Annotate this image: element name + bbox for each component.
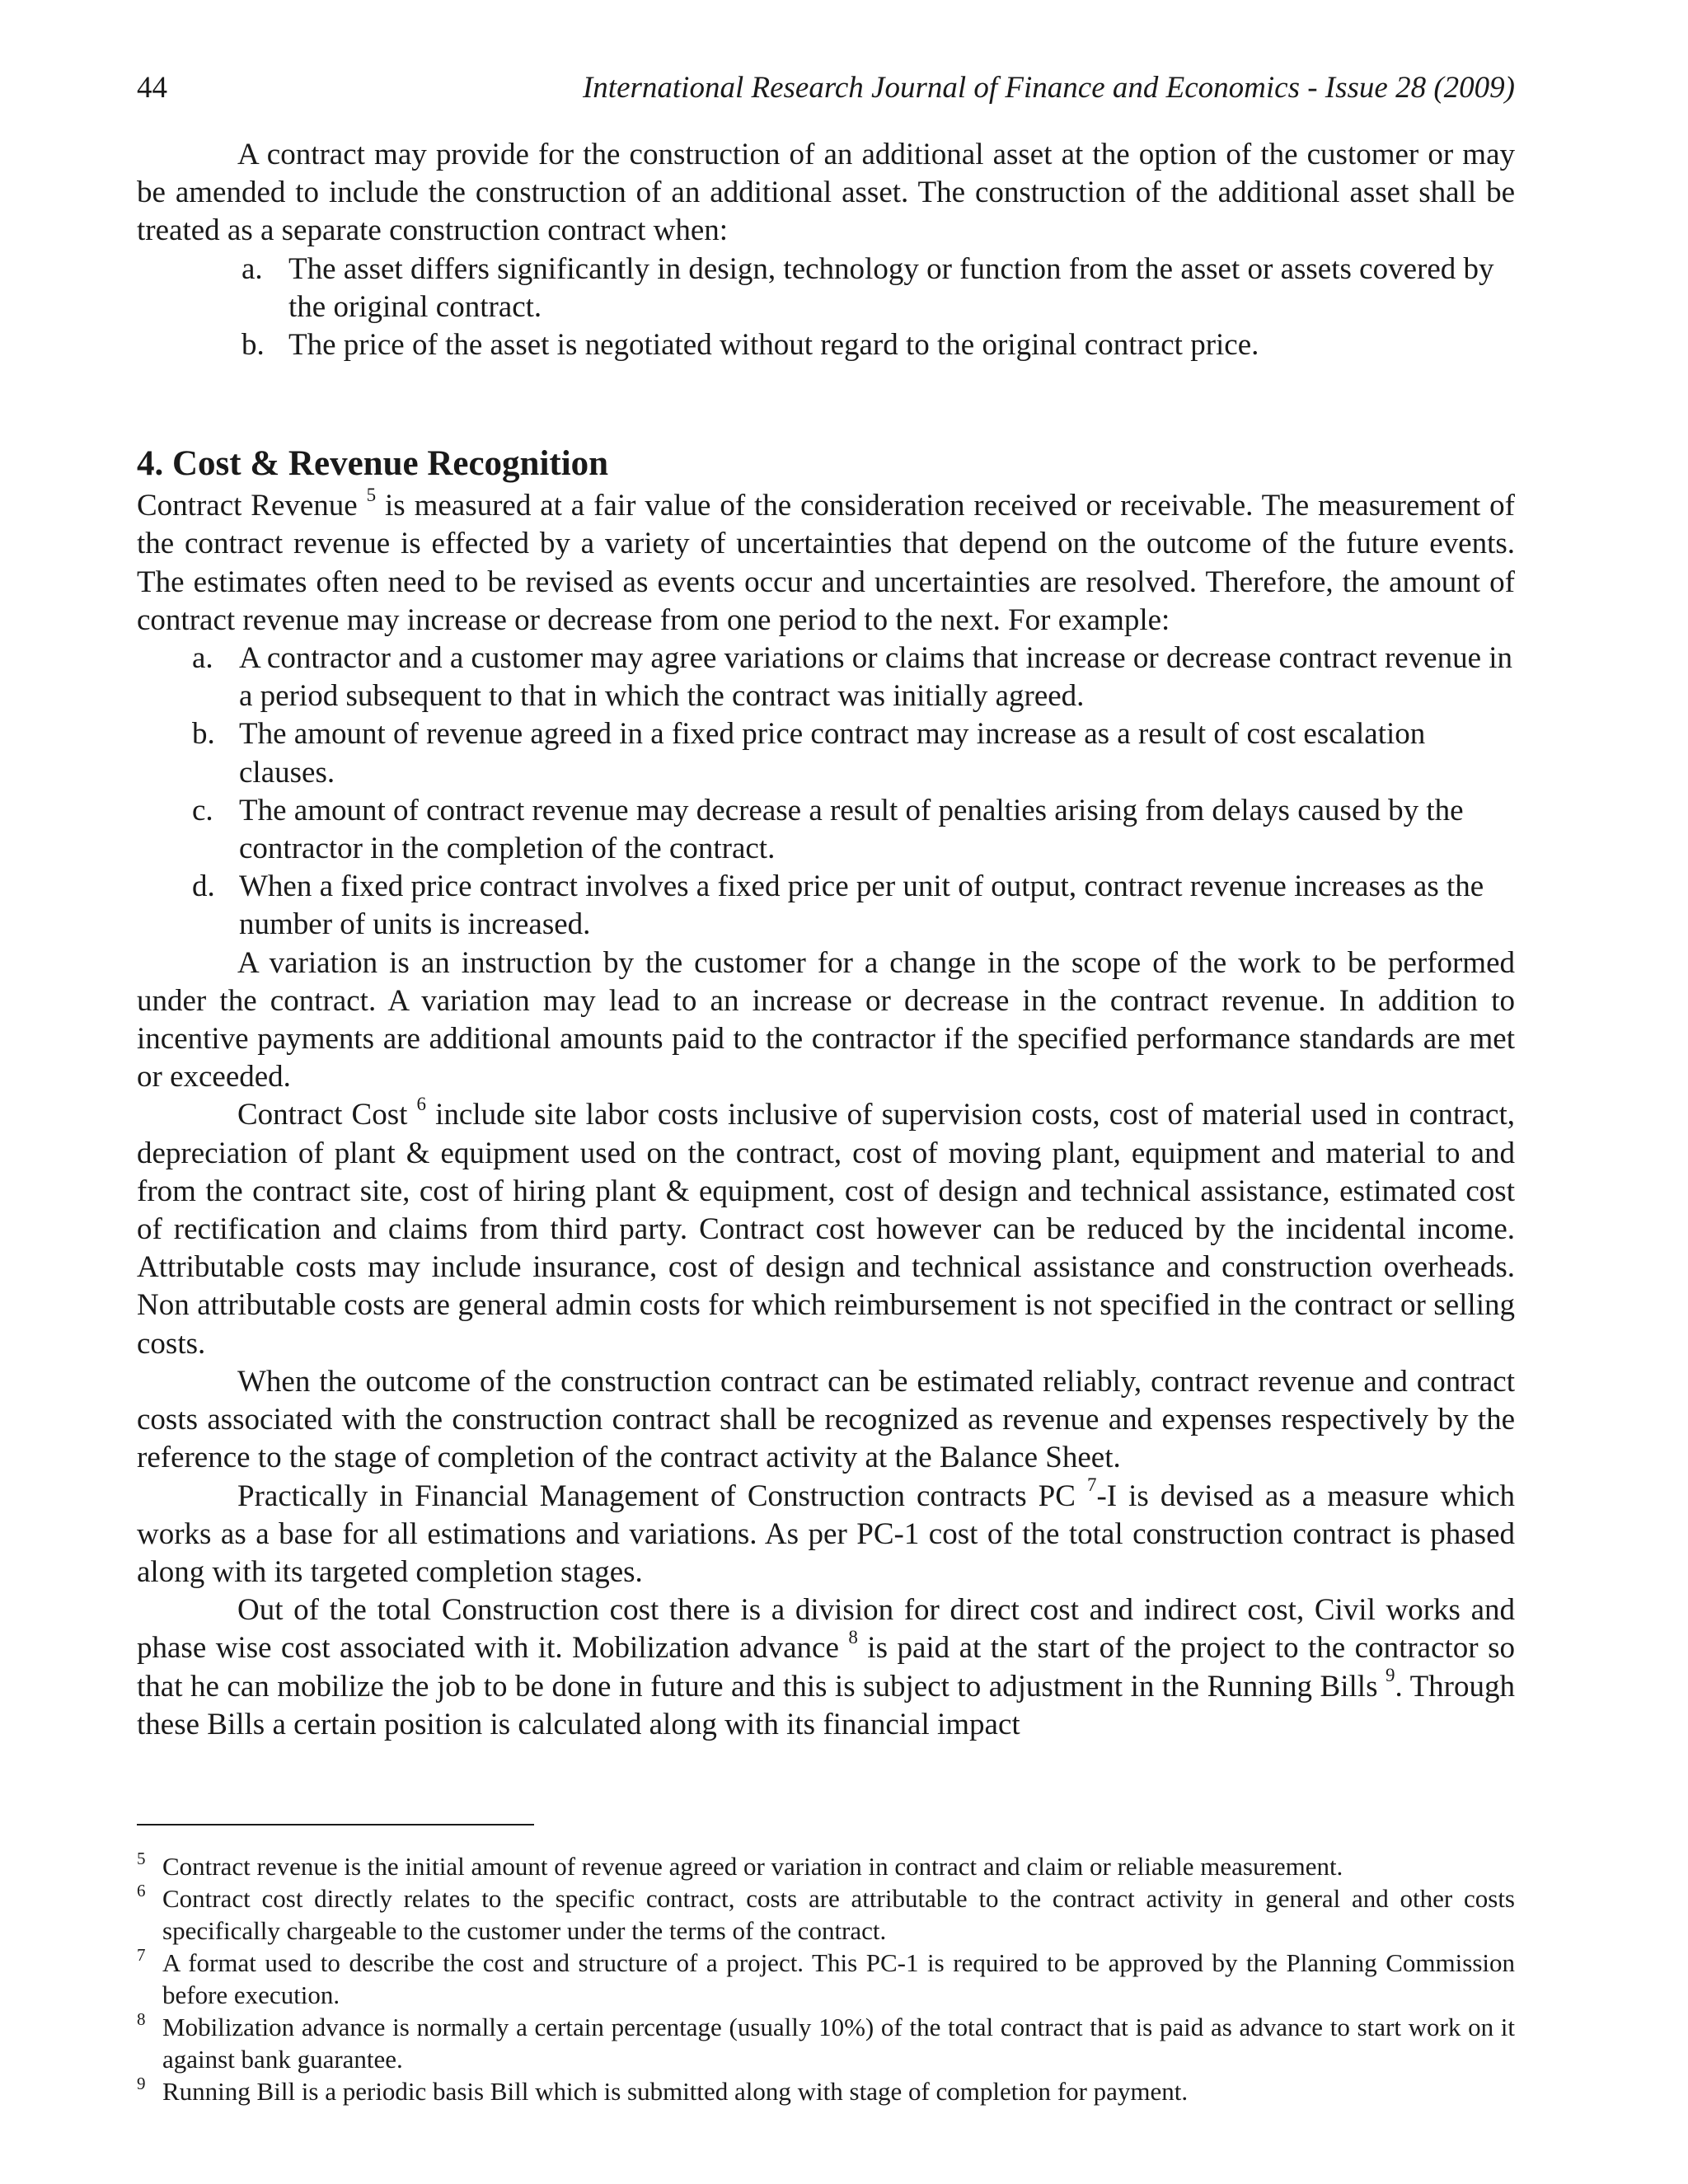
footnote-number: 9	[137, 2074, 146, 2093]
text-run: is paid at the start of the project to the contractor so that he can mobilize the job to be done in future and this is subject to adjustment in the Running Bills	[137, 1631, 1515, 1704]
list-item-text: The asset differs significantly in design, technology or function from the asset or assets covered by the original contract.	[288, 251, 1494, 324]
footnote-text: A format used to describe the cost and structure of a project. This PC-1 is required to be approved by the Planning Commission before execution.	[162, 1948, 1515, 2009]
footnote-ref-7: 7	[1086, 1474, 1097, 1496]
list-marker: a.	[192, 641, 213, 676]
footnote-8	[137, 2011, 1515, 2075]
list-item-text: The amount of revenue agreed in a fixed price contract may increase as a result of cost escalation clauses.	[239, 717, 1426, 790]
list-item	[192, 868, 1515, 944]
section-heading: 4. Cost & Revenue Recognition	[137, 444, 609, 484]
footnote-ref-8: 8	[848, 1626, 858, 1647]
paragraph-outcome: When the outcome of the construction contract can be estimated reliably, contract revenue and contract costs associated with the construction contract shall be recognized as revenue and expenses respectively by the reference to the stage of completion of the contract activity at the Balance Sheet.	[137, 1364, 1515, 1475]
page-number: 44	[137, 71, 167, 105]
footnote-number: 6	[137, 1881, 146, 1900]
text-run: Contract Revenue	[137, 489, 367, 523]
text-run: include site labor costs inclusive of supervision costs, cost of material used in contract, depreciation of plant & equipment used on the contract, cost of moving plant, equipment and material to and from the contract site, cost of hiring plant & equipment, cost of design and technical assistance, estimated cost of rectification and claims from third party. Contract cost however can be reduced by the incidental income. Attributable costs may include insurance, cost of design and technical assistance and construction overheads. Non attributable costs are general admin costs for which reimbursement is not specified in the contract or selling costs.	[137, 1098, 1515, 1361]
text-run: is measured at a fair value of the consideration received or receivable. The measurement of the contract revenue is effected by a variety of uncertainties that depend on the outcome of the future events. The estimates often need to be revised as events occur and uncertainties are resolved. Therefore, the amount of contract revenue may increase or decrease from one period to the next. For example:	[137, 489, 1516, 637]
page	[137, 0, 1515, 2184]
text-run: . Through these Bills a certain position is calculated along with its financial impact	[137, 1669, 1515, 1741]
footnotes	[137, 1850, 1515, 2107]
paragraph-contract-revenue	[137, 484, 1516, 640]
footnote-number: 7	[137, 1945, 146, 1965]
journal-title: International Research Journal of Finance and Economics - Issue 28 (2009)	[582, 71, 1515, 105]
intro-paragraph: A contract may provide for the construction of an additional asset at the option of the customer or may be amended to include the construction of an additional asset. The construction of the additional asset shall be treated as a separate construction contract when:	[137, 138, 1515, 248]
footnote-ref-5: 5	[366, 484, 377, 505]
list-marker: d.	[192, 869, 215, 904]
list-item	[192, 792, 1515, 868]
running-header	[137, 68, 1515, 109]
paragraph-variation: A variation is an instruction by the customer for a change in the scope of the work to be performed under the contract. A variation may lead to an increase or decrease in the contract revenue. In addition to incentive payments are additional amounts paid to the contractor if the specified performance standards are met or exceeded.	[137, 945, 1515, 1094]
paragraph-contract-cost	[137, 1096, 1515, 1362]
intro-list	[241, 251, 1515, 365]
paragraph-pc1	[137, 1474, 1515, 1592]
list-item	[192, 640, 1515, 715]
list-item	[192, 715, 1515, 791]
text-run: Practically in Financial Management of Construction contracts PC	[237, 1479, 1087, 1513]
footnote-separator	[137, 1824, 534, 1825]
footnote-6	[137, 1882, 1515, 1947]
footnote-number: 8	[137, 2009, 146, 2029]
list-marker: a.	[241, 251, 263, 286]
list-item-text: When a fixed price contract involves a fixed price per unit of output, contract revenue increases as the number of units is increased.	[239, 869, 1484, 942]
footnote-text: Mobilization advance is normally a certain percentage (usually 10%) of the total contract that is paid as advance to start work on it against bank guarantee.	[162, 2013, 1515, 2074]
footnote-text: Contract revenue is the initial amount of revenue agreed or variation in contract and claim or reliable measurement.	[162, 1852, 1343, 1881]
text-run: Out of the total Construction cost there is a division for direct cost and indirect cost, Civil works and phase wise cost associated with it. Mobilization advance	[137, 1593, 1515, 1666]
footnote-text: Running Bill is a periodic basis Bill which is submitted along with stage of completion for payment.	[162, 2077, 1189, 2106]
text-run: Contract Cost	[237, 1098, 417, 1132]
footnote-text: Contract cost directly relates to the specific contract, costs are attributable to the contract activity in general and other costs specifically chargeable to the customer under the terms of the contract.	[162, 1884, 1515, 1945]
list-item	[241, 326, 1515, 364]
list-item-text: The price of the asset is negotiated without regard to the original contract price.	[288, 328, 1259, 363]
list-item-text: The amount of contract revenue may decrease a result of penalties arising from delays caused by the contractor in the completion of the contract.	[239, 793, 1464, 866]
text-run: -I is devised as a measure which works as a base for all estimations and variations. As per PC-1 cost of the total construction contract is phased along with its targeted completion stages.	[137, 1479, 1515, 1589]
footnote-7	[137, 1947, 1515, 2011]
revenue-examples-list	[192, 640, 1515, 944]
list-item-text: A contractor and a customer may agree variations or claims that increase or decrease contract revenue in a period subsequent to that in which the contract was initially agreed.	[239, 641, 1513, 714]
list-item	[241, 251, 1515, 326]
footnote-ref-9: 9	[1385, 1665, 1395, 1686]
article-body	[137, 136, 1515, 1744]
list-marker: b.	[192, 717, 215, 752]
list-marker: b.	[241, 328, 265, 363]
footnote-number: 5	[137, 1849, 146, 1868]
footnote-9	[137, 2075, 1515, 2107]
footnote-ref-6: 6	[416, 1094, 427, 1115]
paragraph-mobilization	[137, 1591, 1515, 1744]
footnote-5	[137, 1850, 1515, 1882]
list-marker: c.	[192, 793, 213, 827]
